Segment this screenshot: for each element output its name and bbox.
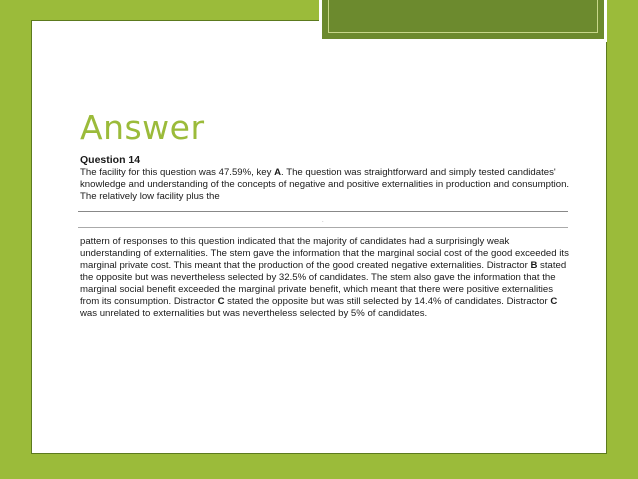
text-span: . The question was straightforward and simply tested candidates' knowledge and understanding of the concepts of negative and positive externalities in production and consumption. The relatively low facility plus the [80,167,570,202]
text-span: stated the opposite but was nevertheless selected by 32.5% of candidates. The stem also gave the information that the marginal social benefit exceeded the marginal private benefit, which meant that there were positive externalities from its consumption. Distractor [80,260,567,307]
key-letter: A [274,167,282,178]
page-break-line-top [78,211,568,212]
decorative-corner-box-inner [328,0,598,33]
question-heading: Question 14 [80,154,141,166]
paragraph-1 [80,167,570,203]
distractor-letter: B [530,260,538,271]
text-span: The facility for this question was 47.59%, key [80,167,275,178]
slide-title: Answer [80,108,205,147]
page-break-dot: . [322,218,324,224]
excerpt-top [80,154,570,203]
text-span: was unrelated to externalities but was nevertheless selected by 5% of candidates. [80,308,428,319]
distractor-letter: C [217,296,225,307]
excerpt-bottom [80,236,570,320]
text-span: stated the opposite but was still selected by 14.4% of candidates. Distractor [224,296,551,307]
paragraph-2 [80,236,570,320]
text-span: pattern of responses to this question indicated that the majority of candidates had a surprisingly weak understanding of externalities. The stem gave the information that the marginal social cost of the good exceeded its marginal private cost. This meant that the production of the good created negative externalities. Distractor [80,236,569,271]
distractor-letter: C [550,296,558,307]
decorative-corner-box [319,0,607,42]
page-break-line-bottom [78,227,568,228]
